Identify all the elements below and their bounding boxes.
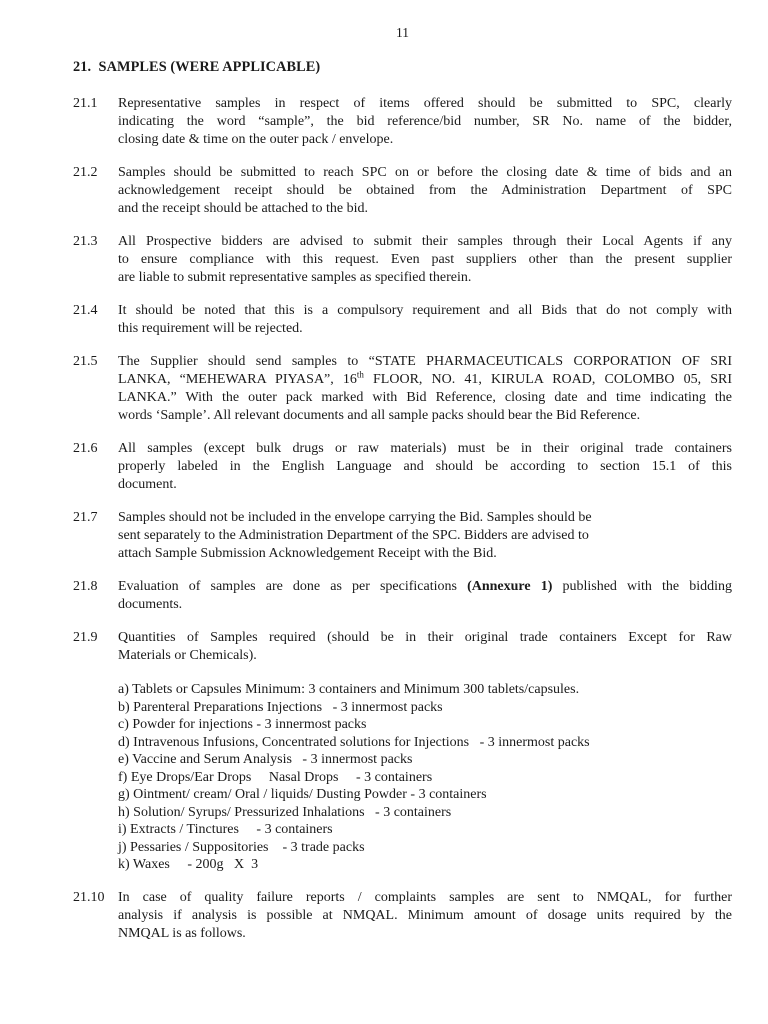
- list-item: c) Powder for injections - 3 innermost packs: [118, 717, 367, 732]
- clause-text: [118, 889, 732, 943]
- text-line: LANKA.” With the outer pack marked with Bid Reference, closing date and time indicating the: [118, 390, 732, 405]
- clause-number: 21.2: [73, 165, 98, 180]
- page-number: 11: [396, 25, 409, 40]
- superscript-text: th: [356, 369, 364, 380]
- text-line: this requirement will be rejected.: [118, 321, 303, 336]
- clause-number: 21.6: [73, 441, 98, 456]
- text-line: All samples (except bulk drugs or raw materials) must be in their original trade containers: [118, 441, 732, 456]
- clause-number: 21.1: [73, 96, 98, 111]
- text-line: All Prospective bidders are advised to submit their samples through their Local Agents if any: [118, 234, 732, 249]
- text-line: Samples should not be included in the envelope carrying the Bid. Samples should be: [118, 510, 592, 525]
- clause-21.5: [73, 353, 732, 425]
- sample-quantities-list: [118, 681, 732, 874]
- clause-21.3: [73, 233, 732, 287]
- clause-text: [118, 95, 732, 149]
- clause-text: [118, 509, 732, 563]
- clause-21.10: [73, 889, 732, 943]
- text-line: indicating the word “sample”, the bid reference/bid number, SR No. name of the bidder,: [118, 114, 732, 129]
- clause-number: 21.3: [73, 234, 98, 249]
- clause-21.2: [73, 164, 732, 218]
- clause-21.1: [73, 95, 732, 149]
- text-line: sent separately to the Administration Department of the SPC. Bidders are advised to: [118, 528, 589, 543]
- clause-21.7: [73, 509, 732, 563]
- list-item: e) Vaccine and Serum Analysis - 3 innermost packs: [118, 752, 413, 767]
- clause-text: [118, 353, 732, 425]
- text-line: document.: [118, 477, 177, 492]
- text-line: acknowledgement receipt should be obtained from the Administration Department of SPC: [118, 183, 732, 198]
- text-line: to ensure compliance with this request. Even past suppliers other than the present supplier: [118, 252, 732, 267]
- list-item: b) Parenteral Preparations Injections - 3 innermost packs: [118, 699, 443, 715]
- clause-number: 21.7: [73, 510, 98, 525]
- text-line: documents.: [118, 597, 183, 612]
- clause-text: [118, 233, 732, 287]
- clause-text: [118, 164, 732, 218]
- clause-number: 21.9: [73, 630, 98, 645]
- clause-number: 21.4: [73, 303, 98, 318]
- text-line: are liable to submit representative samples as specified therein.: [118, 270, 472, 285]
- text-line: Quantities of Samples required (should be in their original trade containers Except for Raw: [118, 630, 732, 645]
- text-line: NMQAL is as follows.: [118, 925, 246, 941]
- clause-number: 21.10: [73, 889, 105, 905]
- clause-21.6: [73, 440, 732, 494]
- list-item: d) Intravenous Infusions, Concentrated solutions for Injections - 3 innermost packs: [118, 734, 590, 750]
- list-item: g) Ointment/ cream/ Oral / liquids/ Dusting Powder - 3 containers: [118, 787, 487, 802]
- text-line: properly labeled in the English Language and should be according to section 15.1 of this: [118, 459, 732, 474]
- text-line: attach Sample Submission Acknowledgement Receipt with the Bid.: [118, 546, 497, 561]
- list-item: k) Waxes - 200g X 3: [118, 857, 259, 872]
- clause-21.9: [73, 629, 732, 874]
- clause-text: [118, 302, 732, 338]
- text-line: In case of quality failure reports / complaints samples are sent to NMQAL, for further: [118, 889, 732, 905]
- clause-21.8: [73, 578, 732, 614]
- clause-number: 21.5: [73, 354, 98, 369]
- text-line: Samples should be submitted to reach SPC on or before the closing date & time of bids and an: [118, 165, 732, 180]
- text-line: Evaluation of samples are done as per specifications (Annexure 1) published with the bidding: [118, 579, 733, 594]
- list-item: f) Eye Drops/Ear Drops Nasal Drops - 3 containers: [118, 769, 433, 785]
- clause-21.4: [73, 302, 732, 338]
- text-line: The Supplier should send samples to “STATE PHARMACEUTICALS CORPORATION OF SRI: [118, 354, 732, 369]
- list-item: i) Extracts / Tinctures - 3 containers: [118, 822, 333, 837]
- clause-text: [118, 578, 732, 614]
- bold-text: (Annexure 1): [467, 579, 553, 594]
- list-item: a) Tablets or Capsules Minimum: 3 containers and Minimum 300 tablets/capsules.: [118, 682, 580, 697]
- list-item: h) Solution/ Syrups/ Pressurized Inhalations - 3 containers: [118, 804, 452, 820]
- text-line: Materials or Chemicals).: [118, 648, 257, 663]
- text-line: analysis if analysis is possible at NMQAL. Minimum amount of dosage units required by the: [118, 907, 732, 923]
- text-line: words ‘Sample’. All relevant documents and all sample packs should bear the Bid Reference.: [118, 408, 641, 423]
- list-item: j) Pessaries / Suppositories - 3 trade packs: [118, 839, 365, 855]
- text-line: and the receipt should be attached to the bid.: [118, 201, 368, 216]
- text-line: Representative samples in respect of items offered should be submitted to SPC, clearly: [118, 96, 732, 111]
- text-line: LANKA, “MEHEWARA PIYASA”, 16th FLOOR, NO. 41, KIRULA ROAD, COLOMBO 05, SRI: [118, 369, 732, 387]
- clause-text: [118, 440, 732, 494]
- clause-text: [118, 629, 732, 874]
- text-line: It should be noted that this is a compulsory requirement and all Bids that do not comply with: [118, 303, 732, 318]
- text-line: closing date & time on the outer pack / envelope.: [118, 132, 394, 147]
- clause-number: 21.8: [73, 579, 98, 594]
- section-heading: 21. SAMPLES (WERE APPLICABLE): [73, 59, 321, 75]
- clauses-container: [73, 95, 732, 943]
